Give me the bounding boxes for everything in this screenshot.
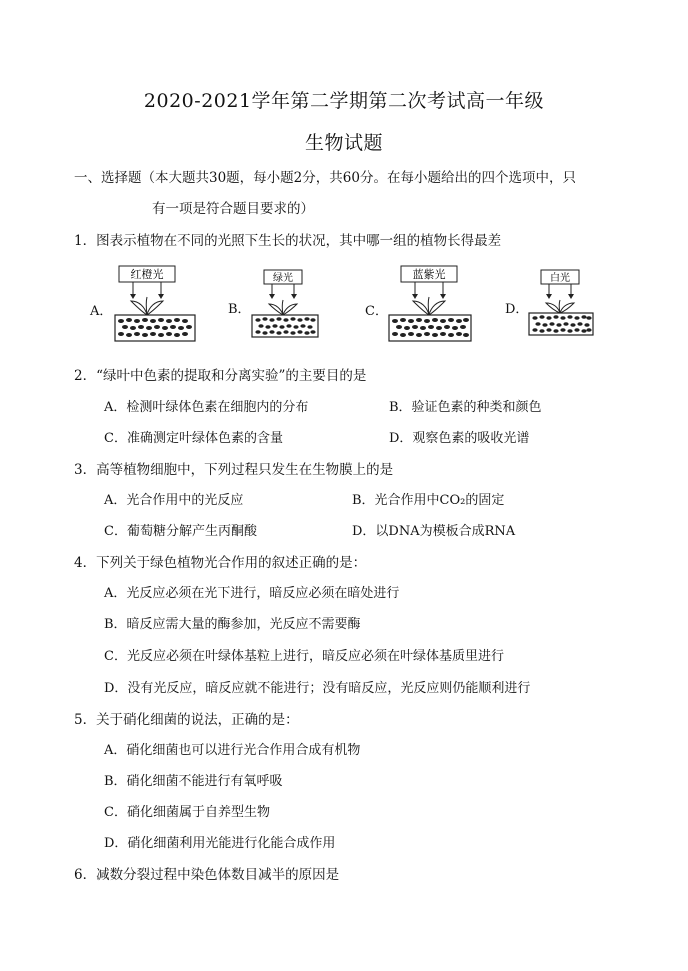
figure-item-b [228,263,348,345]
exam-title: 2020-2021学年第二学期第二次考试高一年级 [143,90,545,112]
question-2-option-c: C．准确测定叶绿体色素的含量 [104,431,283,446]
question-2-option-a: A．检测叶绿体色素在细胞内的分布 [104,400,309,415]
question-3-option-c: C．葡萄糖分解产生丙酮酸 [104,524,257,539]
light-label-a: 红橙光 [130,268,164,281]
light-label-b: 绿光 [273,273,293,284]
question-2-option-d: D．观察色素的吸收光谱 [389,431,530,446]
question-3-option-a: A．光合作用中的光反应 [104,493,244,508]
question-5-option-c: C．硝化细菌属于自养型生物 [104,805,270,820]
question-2-option-b: B．验证色素的种类和颜色 [389,400,542,415]
figure-letter-d: D． [505,302,529,317]
question-4-option-c: C．光反应必须在叶绿体基粒上进行，暗反应必须在叶绿体基质里进行 [104,649,504,664]
figure-item-c [365,263,490,345]
figure-letter-b: B． [228,302,251,317]
section-heading: 一、选择题（本大题共30题，每小题2分，共60分。在每小题给出的四个选项中，只 [74,170,576,186]
question-4-option-a: A．光反应必须在光下进行，暗反应必须在暗处进行 [104,586,400,601]
figure-letter-a: A． [90,304,113,319]
question-5-option-b: B．硝化细菌不能进行有氧呼吸 [104,774,283,789]
figure-item-a [85,263,215,345]
exam-subtitle: 生物试题 [304,132,383,154]
question-4-option-d: D．没有光反应，暗反应就不能进行；没有暗反应，光反应则仍能顺利进行 [104,681,531,696]
question-6-stem: 6．减数分裂过程中染色体数目减半的原因是 [74,867,340,883]
question-3-option-b: B．光合作用中CO₂的固定 [352,493,505,508]
light-label-d: 白光 [550,273,570,284]
question-1-figure [85,263,605,345]
figure-letter-c: C． [365,304,388,319]
question-4-stem: 4．下列关于绿色植物光合作用的叙述正确的是： [74,555,367,571]
question-5-option-d: D．硝化细菌利用光能进行化能合成作用 [104,836,336,851]
plant-container-diagram-b [250,263,330,345]
question-3-option-d: D．以DNA为模板合成RNA [352,524,516,539]
plant-container-diagram-a [111,263,207,345]
question-2-stem: 2．“绿叶中色素的提取和分离实验”的主要目的是 [74,368,367,384]
question-5-stem: 5．关于硝化细菌的说法，正确的是： [74,712,299,728]
plant-container-diagram-d [527,263,603,345]
figure-item-d [505,263,605,345]
plant-container-diagram-c [387,263,487,345]
question-5-option-a: A．硝化细菌也可以进行光合作用合成有机物 [104,743,361,758]
question-3-stem: 3．高等植物细胞中，下列过程只发生在生物膜上的是 [74,462,394,478]
light-label-c: 蓝紫光 [412,268,446,281]
question-4-option-b: B．暗反应需大量的酶参加，光反应不需要酶 [104,617,361,632]
section-heading-cont: 有一项是符合题目要求的） [152,201,314,217]
question-1-stem: 1．图表示植物在不同的光照下生长的状况，其中哪一组的植物长得最差 [74,233,502,249]
